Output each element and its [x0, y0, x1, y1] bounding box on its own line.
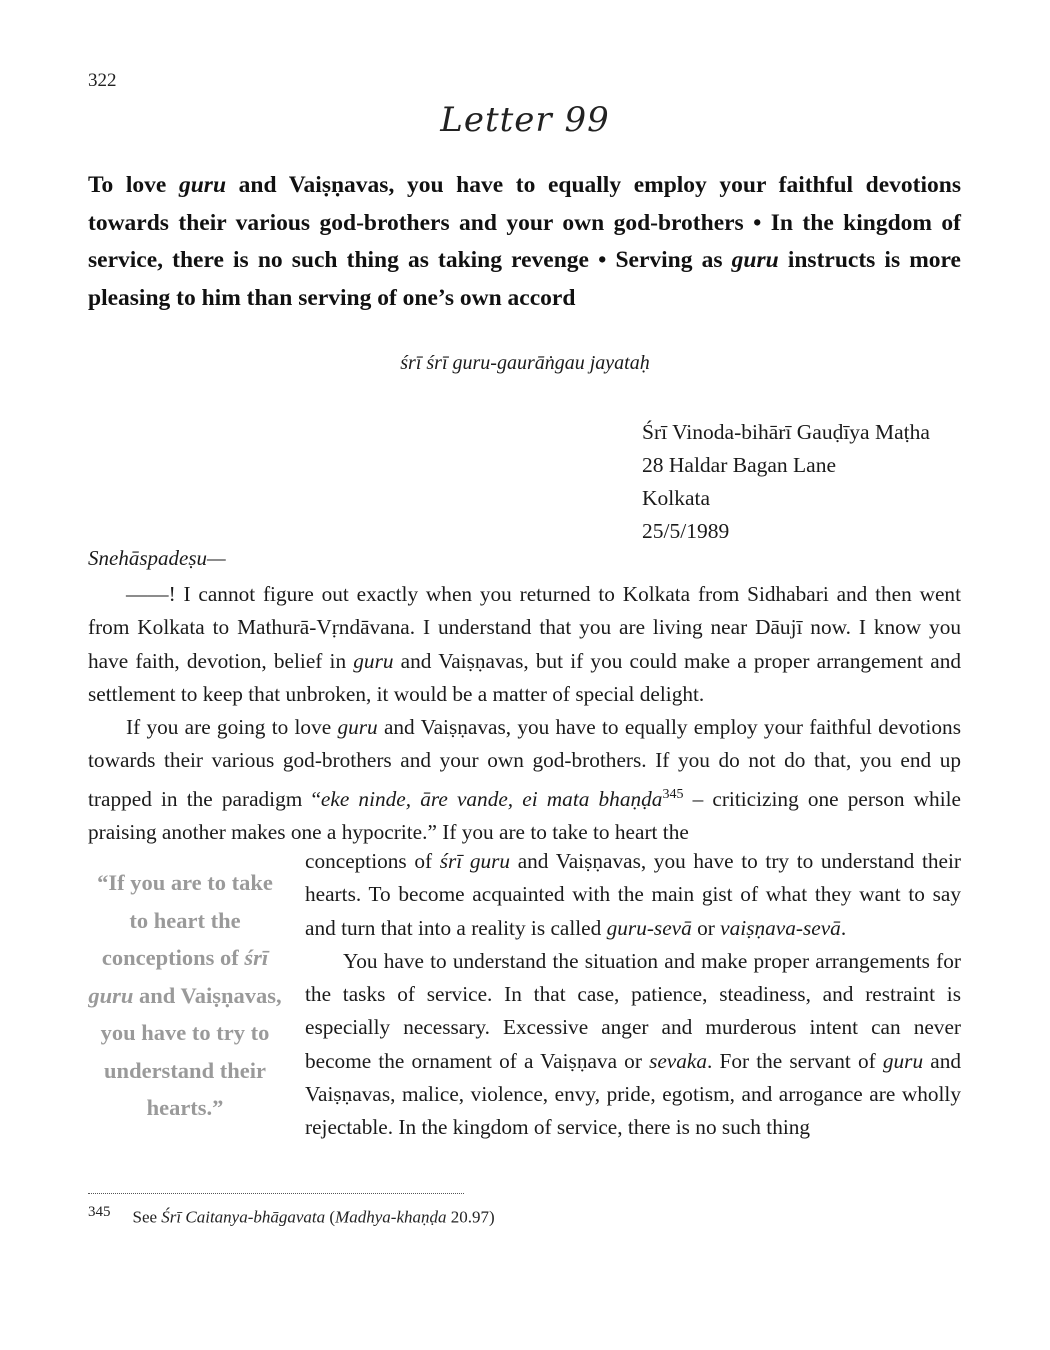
paragraph-2-continued: conceptions of śrī guru and Vaiṣṇavas, you have to try to understand their hearts. To become acquainted with the main gist of what they want to say and turn that into a reality is called guru-sevā or vaiṣṇava-sevā. [305, 849, 961, 940]
paragraph-3: You have to understand the situation and make proper arrangements for the tasks of service. In that case, patience, steadiness, and restraint is especially necessary. Excessive anger and murderous intent can never become the ornament of a Vaiṣṇava or sevaka. For the servant of guru and Vaiṣṇavas, malice, violence, envy, pride, egotism, and arrogance are wholly rejectable. In the kingdom of service, there is no such thing [305, 948, 961, 1140]
address-city: Kolkata [642, 486, 711, 510]
paragraph-1: ——! I cannot figure out exactly when you returned to Kolkata from Sidhabari and then went from Kolkata to Mathurā-Vṛndāvana. I understand that you are living near Dāujī now. I know you have faith, devotion, belief in guru and Vaiṣṇavas, but if you could make a proper arrangement and settlement to keep that unbroken, it would be a matter of special delight. [88, 582, 961, 706]
letter-date: 25/5/1989 [642, 519, 730, 543]
body-text-narrow [305, 845, 961, 1145]
letter-title: Letter 99 [440, 100, 610, 140]
footnote-reference[interactable]: 345 [662, 786, 684, 802]
chapter-synopsis: To love guru and Vaiṣṇavas, you have to equally employ your faithful devotions towards their various god-brothers and your own god-brothers • In the kingdom of service, there is no such thing as taking revenge • Serving as guru instructs is more pleasing to him than serving of one’s own accord [88, 172, 961, 312]
address-line-1: Śrī Vinoda-bihārī Gauḍīya Maṭha [642, 420, 930, 444]
salutation: Snehāspadeṣu— [88, 546, 226, 570]
footnote: 345 See Śrī Caitanya-bhāgavata (Madhya-khaṇḍa 20.97) [88, 1204, 495, 1227]
paragraph-2: If you are going to love guru and Vaiṣṇavas, you have to equally employ your faithful devotions towards their various god-brothers and your own god-brothers. If you do not do that, you end up trapped in the paradigm “eke ninde, āre vande, ei mata bhaṇḍa$^{345}$ – criticizing one person while praising another makes one a hypocrite.” If you are to take to heart the [88, 715, 961, 845]
page-number: 322 [88, 70, 117, 91]
invocation: śrī śrī guru-gaurāṅgau jayataḥ [400, 352, 650, 374]
footnote-number: 345 [88, 1204, 111, 1220]
footnote-divider [88, 1193, 464, 1194]
address-block [642, 416, 930, 548]
body-text-full-width [88, 578, 961, 849]
address-line-2: 28 Haldar Bagan Lane [642, 453, 837, 477]
pull-quote: “If you are to take to heart the conceptions of śrī guru and Vaiṣṇavas, you have to try to understand their hearts.” [88, 870, 282, 1120]
